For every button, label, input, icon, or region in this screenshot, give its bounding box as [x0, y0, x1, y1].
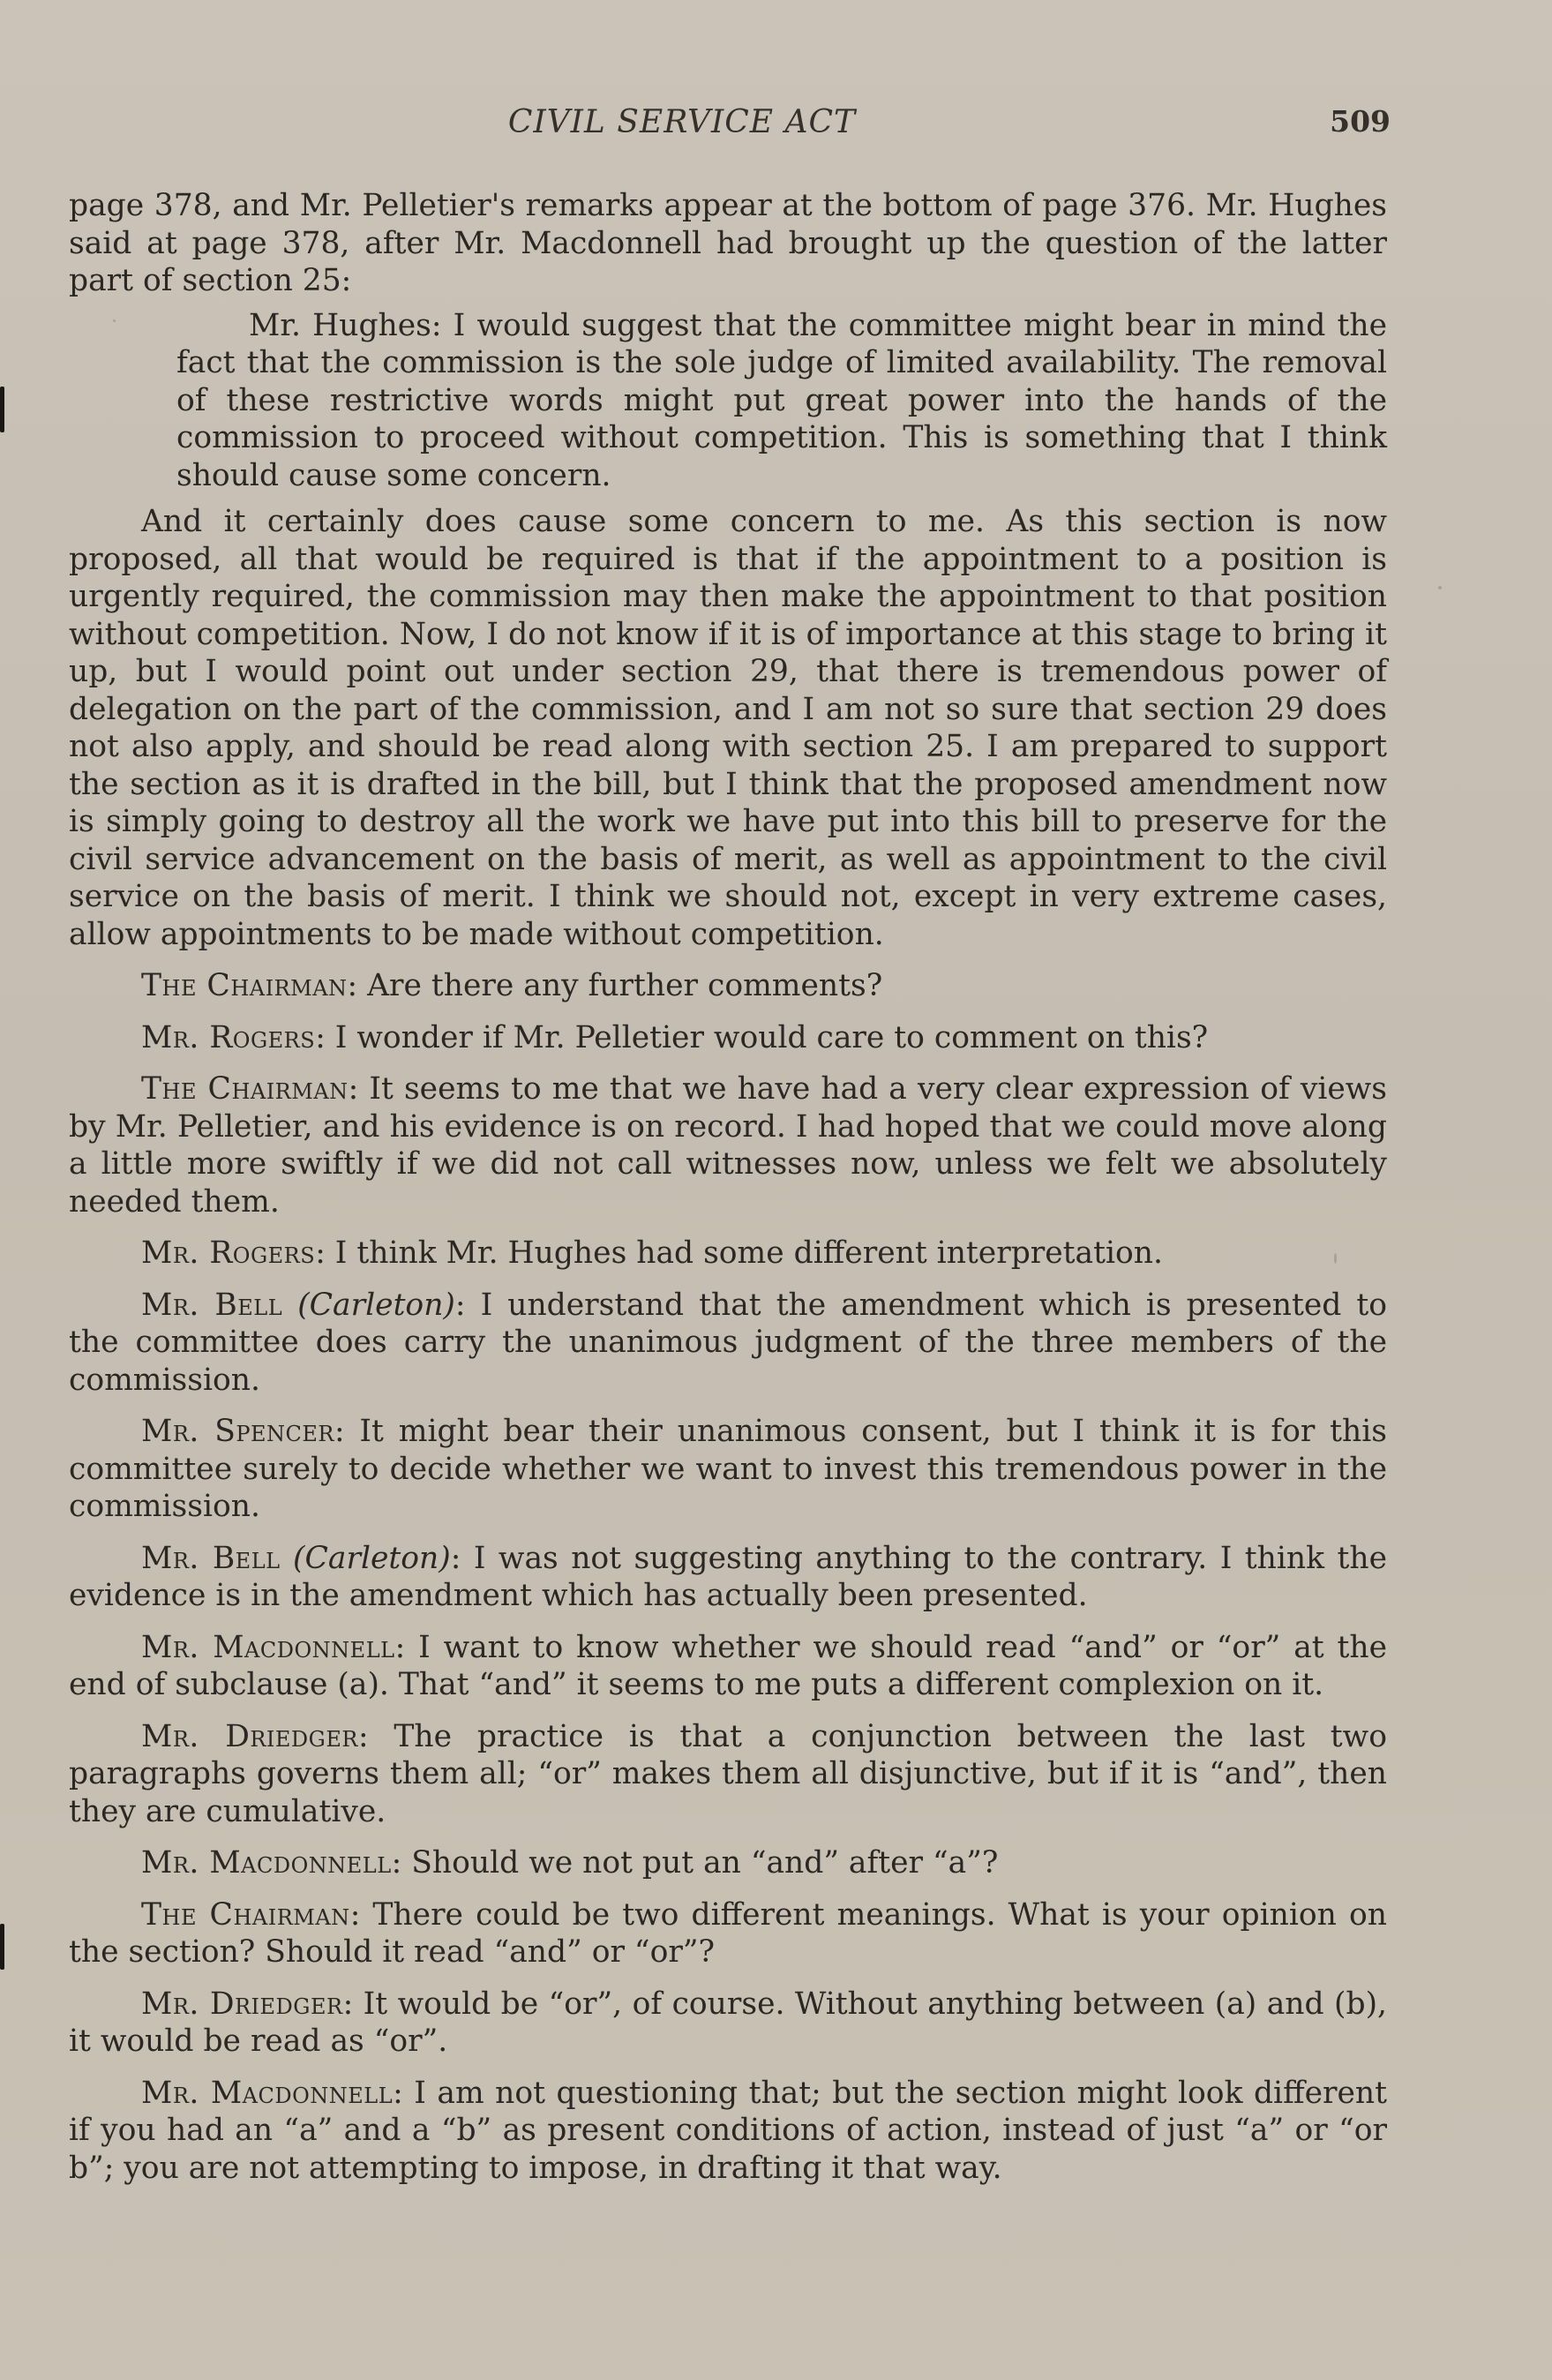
quoted-passage: Mr. Hughes: I would suggest that the committee might bear in mind the fact that the commission is the sole judge of limited availability. The removal of these restrictive words might put great power into the hands of the commission to proceed without competition. This is something that I think should cause some concern.	[176, 307, 1387, 493]
paper-speck	[1438, 586, 1442, 589]
speech: Mr. Driedger: It would be “or”, of course. Without anything between (a) and (b), it would be read as “or”.	[69, 1986, 1387, 2059]
speech: Mr. Macdonnell: I am not questioning that; but the section might look different if you had an “a” and a “b” as present conditions of action, instead of just “a” or “or b”; you are not attempting to impose, in drafting it that way.	[69, 2075, 1387, 2186]
speech-text: I want to know whether we should read “and” or “or” at the end of subclause (a). That “and” it seems to me puts a different complexion on it.	[69, 1629, 1387, 1702]
running-title: CIVIL SERVICE ACT	[507, 104, 857, 140]
speech-text: I understand that the amendment which is presented to the committee does carry the unanimous judgment of the three members of the commission.	[69, 1287, 1388, 1398]
running-head	[0, 104, 1552, 157]
speech-text: There could be two different meanings. What is your opinion on the section? Should it read “and” or “or”?	[69, 1896, 1387, 1970]
speech: Mr. Macdonnell: I want to know whether we should read “and” or “or” at the end of subclause (a). That “and” it seems to me puts a different complexion on it.	[69, 1629, 1387, 1702]
speaker-name: Mr. Macdonnell	[141, 2075, 394, 2111]
paragraph: And it certainly does cause some concern to me. As this section is now proposed, all that would be required is that if the appointment to a position is urgently required, the commission may then make the appointment to that position without competition. Now, I do not know if it is of importance at this stage to bring it up, but I would point out under section 29, that there is tremendous power of delegation on the part of the commission, and I am not so sure that section 29 does not also apply, and should be read along with section 25. I am prepared to support the section as it is drafted in the bill, but I think that the proposed amendment now is simply going to destroy all the work we have put into this bill to preserve for the civil service advancement on the basis of merit, as well as appointment to the civil service on the basis of merit. I think we should not, except in very extreme cases, allow appointments to be made without competition.	[69, 504, 1387, 952]
paragraph: page 378, and Mr. Pelletier's remarks appear at the bottom of page 376. Mr. Hughes said at page 378, after Mr. Macdonnell had brought up the question of the latter part of section 25:	[69, 188, 1387, 298]
speech-text: Should we not put an “and” after “a”?	[411, 1845, 999, 1881]
speaker-name: The Chairman	[141, 968, 348, 1003]
speech-text: Are there any further comments?	[367, 968, 883, 1003]
speech-text: I think Mr. Hughes had some different interpretation.	[334, 1235, 1163, 1271]
speaker-name: The Chairman	[141, 1071, 349, 1107]
speech-text: It seems to me that we have had a very clear expression of views by Mr. Pelletier, and his evidence is on record. I had hoped that we could move along a little more swiftly if we did not call witnesses now, unless we felt we absolutely needed them.	[69, 1071, 1388, 1220]
speech: The Chairman: There could be two different meanings. What is your opinion on the section? Should it read “and” or “or”?	[69, 1896, 1387, 1970]
page-number: 509	[1330, 104, 1391, 139]
speaker-name: Mr. Bell	[141, 1287, 283, 1323]
speaker-name: Mr. Bell	[141, 1540, 281, 1576]
body-text	[69, 187, 1387, 2187]
speech-text: I was not suggesting anything to the contrary. I think the evidence is in the amendment which has actually been presented.	[69, 1540, 1387, 1613]
speaker-name: Mr. Rogers	[141, 1019, 316, 1055]
speaker-name: Mr. Rogers	[141, 1235, 316, 1271]
margin-mark	[0, 387, 4, 432]
speaker-name: Mr. Macdonnell	[141, 1845, 392, 1881]
speech: Mr. Macdonnell: Should we not put an “and” after “a”?	[141, 1845, 999, 1881]
speech-text: I am not questioning that; but the section might look different if you had an “a” and a “b” as present conditions of action, instead of just “a” or “or b”; you are not attempting to impose, in drafting it that way.	[69, 2075, 1387, 2186]
speech-text: The practice is that a conjunction between the last two paragraphs governs them all; “or” makes them all disjunctive, but if it is “and”, then they are cumulative.	[69, 1718, 1387, 1829]
speech: Mr. Rogers: I wonder if Mr. Pelletier would care to comment on this?	[141, 1019, 1209, 1055]
speaker-riding: (Carleton)	[293, 1540, 451, 1576]
speech-text: It might bear their unanimous consent, but I think it is for this committee surely to decide whether we want to invest this tremendous power in the commission.	[69, 1414, 1387, 1524]
speaker-name: The Chairman	[141, 1896, 350, 1933]
speaker-name: Mr. Driedger	[141, 1986, 343, 2022]
speech: Mr. Spencer: It might bear their unanimous consent, but I think it is for this committee surely to decide whether we want to invest this tremendous power in the commission.	[69, 1414, 1387, 1524]
speech-text: It would be “or”, of course. Without anything between (a) and (b), it would be read as “or”.	[69, 1986, 1387, 2059]
speech: Mr. Rogers: I think Mr. Hughes had some different interpretation.	[141, 1235, 1163, 1271]
speaker-name: Mr. Spencer	[141, 1414, 334, 1449]
speech: The Chairman: It seems to me that we have had a very clear expression of views by Mr. Pelletier, and his evidence is on record. I had hoped that we could move along a little more swiftly if we did not call witnesses now, unless we felt we absolutely needed them.	[69, 1071, 1388, 1220]
speech: Mr. Driedger: The practice is that a conjunction between the last two paragraphs governs them all; “or” makes them all disjunctive, but if it is “and”, then they are cumulative.	[69, 1718, 1387, 1829]
speaker-riding: (Carleton)	[297, 1287, 455, 1323]
speech: Mr. Bell (Carleton): I understand that the amendment which is presented to the committee does carry the unanimous judgment of the three members of the commission.	[69, 1287, 1388, 1398]
speaker-name: Mr. Macdonnell	[141, 1629, 395, 1665]
speech: Mr. Bell (Carleton): I was not suggesting anything to the contrary. I think the evidence is in the amendment which has actually been presented.	[69, 1540, 1387, 1613]
speaker-name: Mr. Driedger	[141, 1718, 358, 1754]
speech: The Chairman: Are there any further comments?	[141, 968, 883, 1003]
margin-mark	[0, 1924, 4, 1970]
speech-text: I wonder if Mr. Pelletier would care to comment on this?	[334, 1019, 1209, 1055]
